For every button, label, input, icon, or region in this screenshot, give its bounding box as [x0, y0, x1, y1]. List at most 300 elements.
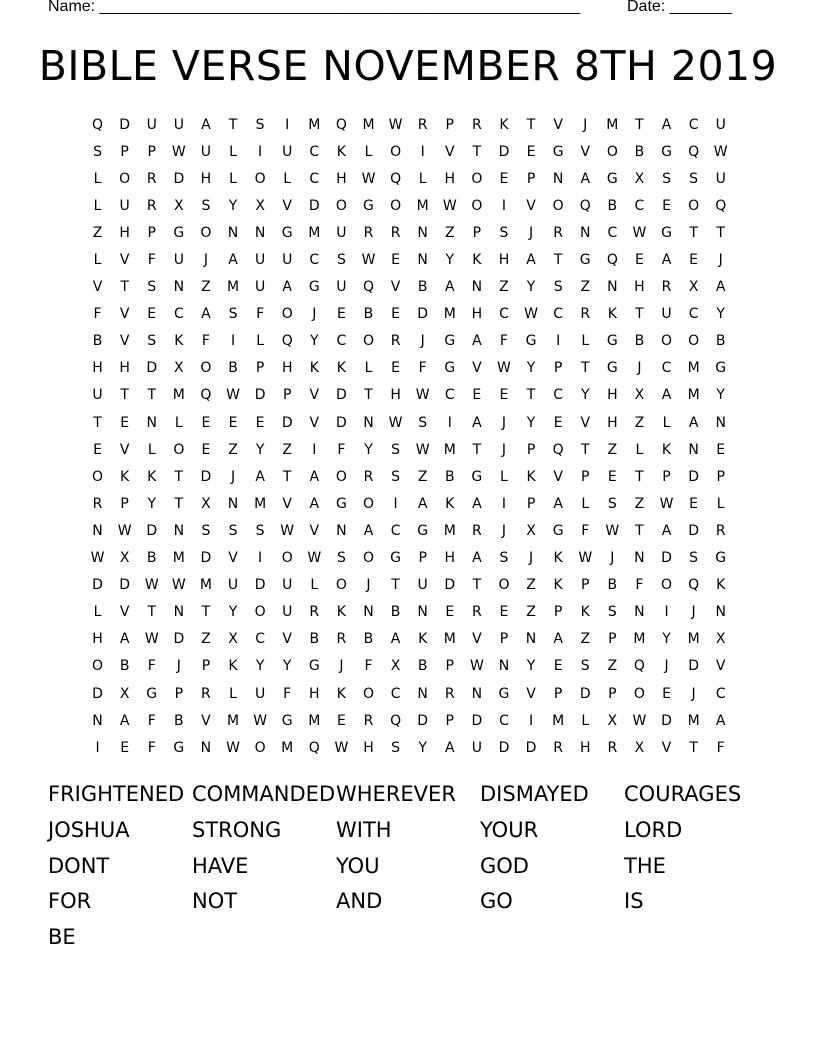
grid-letter: J [691, 685, 696, 702]
word-list-item: FRIGHTENED [48, 782, 185, 806]
grid-letter: M [172, 387, 185, 404]
grid-letter: Y [580, 387, 590, 404]
grid-letter: X [174, 197, 184, 214]
grid-letter: T [147, 387, 157, 404]
grid-letter: C [553, 387, 564, 404]
grid-letter: W [415, 441, 430, 458]
grid-letter: O [200, 360, 212, 377]
grid-letter: W [388, 414, 403, 431]
grid-letter: K [309, 360, 319, 377]
grid-letter: A [472, 414, 482, 431]
grid-letter: Y [716, 306, 725, 323]
grid-letter: Y [526, 279, 536, 296]
grid-letter: U [282, 604, 293, 621]
grid-letter: M [226, 712, 240, 729]
grid-letter: Z [444, 224, 455, 241]
grid-letter: N [173, 522, 185, 539]
grid-letter: E [689, 252, 699, 269]
grid-letter: J [583, 116, 588, 133]
grid-letter: G [498, 685, 510, 702]
word-list-item: NOT [192, 889, 238, 914]
grid-letter: Z [580, 279, 591, 296]
word-list-item: HAVE [192, 853, 249, 878]
grid-letter: L [93, 252, 102, 269]
grid-letter: E [120, 739, 130, 756]
grid-letter: F [147, 739, 156, 756]
grid-letter: F [499, 333, 508, 350]
grid-letter: M [552, 712, 565, 729]
grid-letter: K [336, 143, 346, 160]
grid-letter: P [255, 360, 265, 377]
grid-letter: O [390, 197, 402, 214]
grid-letter: M [687, 360, 700, 377]
grid-letter: U [200, 143, 212, 160]
grid-letter: G [281, 224, 293, 241]
grid-letter: R [471, 604, 482, 621]
grid-letter: T [472, 577, 482, 594]
grid-letter: M [416, 197, 429, 214]
grid-letter: J [691, 604, 696, 621]
word-list-item: LORD [624, 817, 683, 842]
grid-letter: E [553, 414, 563, 431]
grid-letter: Q [335, 116, 347, 133]
grid-letter: V [282, 631, 292, 648]
grid-letter: S [228, 306, 238, 323]
grid-letter: B [119, 658, 130, 675]
grid-letter: I [447, 414, 452, 431]
grid-letter: E [634, 252, 644, 269]
grid-letter: E [147, 306, 157, 323]
grid-letter: K [147, 468, 157, 485]
grid-letter: E [689, 495, 699, 512]
grid-letter: P [174, 685, 184, 702]
grid-letter: A [201, 306, 211, 323]
grid-letter: P [526, 441, 536, 458]
grid-letter: C [499, 306, 509, 323]
grid-letter: C [688, 306, 699, 323]
grid-letter: T [472, 143, 482, 160]
grid-letter: M [687, 631, 700, 648]
grid-letter: N [715, 604, 726, 621]
grid-letter: T [93, 414, 102, 431]
grid-letter: S [147, 333, 157, 350]
grid-letter: V [119, 306, 130, 323]
grid-letter: C [255, 631, 265, 648]
grid-letter: A [553, 495, 563, 512]
grid-letter: K [228, 658, 238, 675]
grid-letter: P [608, 685, 617, 702]
grid-letter: A [526, 252, 536, 269]
grid-letter: O [471, 170, 483, 187]
grid-letter: H [607, 414, 618, 431]
grid-letter: Q [308, 739, 320, 756]
grid-letter: U [336, 224, 347, 241]
grid-letter: L [229, 143, 237, 160]
grid-letter: A [119, 712, 130, 729]
grid-letter: W [171, 143, 186, 160]
grid-letter: R [201, 685, 211, 702]
word-list [48, 779, 768, 958]
grid-letter: F [201, 333, 210, 350]
grid-letter: J [610, 550, 615, 567]
grid-letter: C [309, 143, 320, 160]
grid-letter: R [553, 224, 563, 241]
grid-letter: G [661, 143, 672, 160]
word-list-item: YOUR [480, 817, 539, 842]
grid-letter: D [173, 631, 185, 648]
grid-letter: A [390, 631, 401, 648]
grid-letter: Q [92, 116, 104, 133]
grid-letter: A [472, 495, 482, 512]
grid-letter: S [228, 522, 238, 539]
grid-letter: R [661, 279, 672, 296]
grid-letter: R [390, 333, 401, 350]
grid-letter: G [552, 522, 564, 539]
grid-letter: E [391, 306, 400, 323]
grid-letter: Y [716, 387, 725, 404]
grid-letter: M [172, 550, 185, 567]
grid-letter: T [472, 441, 482, 458]
grid-letter: D [498, 739, 510, 756]
grid-letter: N [92, 712, 103, 729]
grid-letter: N [417, 252, 428, 269]
grid-letter: S [93, 143, 102, 160]
grid-letter: E [391, 252, 400, 269]
word-list-item: GOD [480, 853, 529, 878]
grid-letter: Q [688, 577, 700, 594]
grid-letter: A [228, 252, 238, 269]
grid-letter: W [497, 360, 511, 377]
grid-letter: N [579, 224, 591, 241]
grid-letter: V [472, 360, 482, 377]
grid-letter: W [280, 522, 295, 539]
grid-letter: T [201, 604, 211, 621]
grid-letter: U [92, 387, 103, 404]
grid-letter: U [336, 279, 347, 296]
grid-letter: R [336, 631, 347, 648]
grid-letter: T [120, 387, 129, 404]
grid-letter: T [174, 495, 184, 512]
grid-letter: V [119, 604, 130, 621]
grid-letter: H [92, 631, 103, 648]
grid-letter: W [578, 550, 593, 567]
grid-letter: G [444, 360, 456, 377]
grid-letter: D [119, 577, 131, 594]
grid-letter: Z [201, 279, 211, 296]
grid-letter: G [661, 224, 672, 241]
grid-letter: G [308, 279, 320, 296]
grid-letter: A [688, 414, 699, 431]
grid-letter: G [579, 252, 591, 269]
grid-letter: D [146, 360, 158, 377]
grid-letter: F [147, 712, 156, 729]
grid-letter: D [661, 712, 672, 729]
grid-letter: Z [634, 414, 645, 431]
grid-letter: Y [255, 658, 265, 675]
grid-letter: V [661, 739, 672, 756]
grid-letter: Z [526, 577, 536, 594]
grid-letter: S [662, 170, 671, 187]
grid-letter: Z [607, 441, 618, 458]
grid-letter: U [417, 577, 428, 594]
grid-letter: V [580, 143, 591, 160]
grid-letter: P [147, 143, 156, 160]
grid-letter: G [715, 550, 727, 567]
grid-letter: X [119, 685, 130, 702]
grid-letter: W [469, 658, 484, 675]
grid-letter: L [283, 170, 292, 187]
grid-letter: N [471, 685, 483, 702]
grid-letter: W [605, 522, 620, 539]
grid-letter: O [335, 468, 347, 485]
word-list-item: DISMAYED [480, 782, 589, 806]
grid-letter: E [445, 604, 455, 621]
grid-letter: S [391, 468, 401, 485]
grid-letter: G [606, 170, 618, 187]
grid-letter: J [176, 658, 181, 675]
word-list-item: FOR [48, 889, 92, 914]
grid-letter: U [282, 577, 293, 594]
grid-letter: C [444, 387, 455, 404]
grid-letter: B [417, 279, 428, 296]
grid-letter: V [228, 550, 238, 567]
grid-letter: J [339, 658, 344, 675]
grid-letter: Q [390, 170, 402, 187]
grid-letter: K [336, 604, 346, 621]
grid-letter: R [580, 306, 591, 323]
grid-letter: W [361, 252, 376, 269]
grid-letter: D [661, 550, 672, 567]
grid-letter: Y [147, 495, 157, 512]
grid-letter: Y [364, 441, 373, 458]
grid-letter: F [283, 685, 292, 702]
grid-letter: Y [445, 252, 455, 269]
grid-letter: T [364, 387, 373, 404]
grid-letter: H [390, 387, 401, 404]
grid-letter: N [336, 522, 347, 539]
grid-letter: C [688, 116, 699, 133]
grid-letter: N [227, 495, 239, 512]
grid-letter: M [633, 631, 646, 648]
grid-letter: B [417, 658, 428, 675]
grid-letter: X [119, 550, 130, 567]
grid-letter: I [312, 441, 317, 458]
grid-letter: H [119, 360, 130, 377]
grid-letter: R [363, 468, 374, 485]
grid-letter: V [553, 116, 563, 133]
grid-letter: D [579, 685, 591, 702]
grid-letter: K [526, 468, 536, 485]
grid-letter: S [607, 604, 617, 621]
grid-letter: F [364, 658, 373, 675]
grid-letter: A [661, 387, 672, 404]
grid-letter: O [335, 577, 347, 594]
grid-letter: U [715, 170, 726, 187]
grid-letter: P [120, 143, 129, 160]
grid-letter: T [716, 224, 725, 241]
grid-letter: Y [418, 739, 427, 756]
grid-letter: E [526, 143, 536, 160]
grid-letter: P [716, 468, 725, 485]
grid-letter: J [501, 441, 507, 458]
grid-letter: J [501, 522, 507, 539]
grid-letter: T [635, 116, 644, 133]
grid-letter: F [147, 658, 156, 675]
grid-letter: S [580, 658, 590, 675]
grid-letter: H [607, 387, 618, 404]
grid-letter: S [336, 252, 346, 269]
grid-letter: W [713, 143, 728, 160]
grid-letter: O [254, 739, 266, 756]
grid-letter: K [418, 631, 428, 648]
grid-letter: O [362, 333, 374, 350]
grid-letter: Q [281, 333, 293, 350]
grid-letter: P [445, 116, 454, 133]
grid-letter: M [606, 116, 619, 133]
grid-letter: V [526, 685, 536, 702]
grid-letter: H [471, 306, 483, 323]
word-list-item: COURAGES [624, 782, 742, 806]
grid-letter: Z [201, 631, 211, 648]
grid-letter: I [285, 116, 290, 133]
grid-letter: T [635, 306, 644, 323]
grid-letter: U [173, 252, 184, 269]
grid-letter: N [417, 604, 428, 621]
grid-letter: A [309, 468, 320, 485]
grid-letter: G [444, 333, 456, 350]
grid-letter: A [472, 550, 482, 567]
grid-letter: Z [282, 441, 292, 458]
grid-letter: C [390, 522, 401, 539]
grid-letter: F [93, 306, 102, 323]
grid-letter: S [255, 116, 265, 133]
grid-letter: C [607, 224, 618, 241]
grid-letter: S [255, 522, 265, 539]
grid-letter: J [312, 306, 317, 323]
grid-letter: T [553, 252, 563, 269]
grid-letter: U [661, 306, 672, 323]
word-list-item: IS [624, 889, 644, 914]
grid-letter: R [607, 739, 618, 756]
grid-letter: O [200, 224, 212, 241]
grid-letter: V [553, 468, 563, 485]
grid-letter: T [580, 360, 590, 377]
grid-letter: A [444, 739, 455, 756]
grid-letter: N [363, 604, 374, 621]
grid-letter: W [415, 387, 430, 404]
grid-letter: G [363, 197, 374, 214]
grid-letter: V [282, 495, 292, 512]
grid-letter: Q [715, 197, 727, 214]
grid-letter: J [664, 658, 669, 675]
grid-letter: I [528, 712, 534, 729]
grid-letter: V [201, 712, 211, 729]
grid-letter: V [526, 197, 536, 214]
grid-letter: D [119, 116, 131, 133]
grid-letter: G [552, 143, 564, 160]
grid-letter: E [472, 387, 482, 404]
grid-letter: K [580, 604, 590, 621]
grid-letter: D [688, 658, 699, 675]
grid-letter: I [393, 495, 398, 512]
grid-letter: T [282, 468, 292, 485]
grid-letter: X [715, 631, 726, 648]
grid-letter: O [498, 577, 510, 594]
grid-letter: B [634, 333, 645, 350]
grid-letter: O [92, 468, 104, 485]
grid-letter: C [309, 170, 320, 187]
grid-letter: T [635, 468, 644, 485]
grid-letter: D [200, 468, 212, 485]
grid-letter: X [688, 279, 699, 296]
grid-letter: T [147, 604, 157, 621]
grid-letter: S [689, 550, 699, 567]
grid-letter: S [391, 441, 401, 458]
grid-letter: G [715, 360, 727, 377]
grid-letter: N [498, 658, 510, 675]
grid-letter: O [633, 685, 645, 702]
grid-letter: K [445, 495, 455, 512]
grid-letter: D [254, 577, 266, 594]
grid-letter: G [173, 739, 185, 756]
grid-letter: P [526, 495, 536, 512]
grid-letter: F [337, 441, 346, 458]
grid-letter: O [362, 685, 374, 702]
grid-letter: M [308, 712, 321, 729]
grid-letter: E [499, 387, 509, 404]
grid-letter: P [662, 468, 671, 485]
grid-letter: J [230, 468, 236, 485]
grid-letter: O [606, 143, 618, 160]
grid-letter: L [716, 495, 725, 512]
grid-letter: O [661, 577, 673, 594]
grid-letter: B [607, 197, 618, 214]
grid-letter: S [336, 550, 346, 567]
word-list-item: AND [336, 889, 383, 914]
grid-letter: N [634, 604, 645, 621]
grid-letter: R [417, 116, 428, 133]
grid-letter: B [363, 631, 374, 648]
grid-letter: J [718, 252, 723, 269]
grid-letter: E [336, 306, 346, 323]
grid-letter: W [334, 739, 349, 756]
grid-letter: U [146, 116, 157, 133]
grid-letter: K [120, 468, 130, 485]
grid-letter: K [716, 577, 726, 594]
grid-letter: M [687, 387, 700, 404]
grid-letter: P [445, 712, 454, 729]
grid-letter: W [144, 577, 159, 594]
grid-letter: O [92, 658, 104, 675]
grid-letter: C [390, 685, 401, 702]
grid-letter: B [390, 604, 401, 621]
grid-letter: E [499, 604, 509, 621]
grid-letter: G [525, 333, 537, 350]
grid-letter: I [501, 495, 507, 512]
grid-letter: C [499, 712, 509, 729]
grid-letter: A [715, 279, 726, 296]
grid-letter: O [173, 441, 185, 458]
grid-letter: X [634, 170, 645, 187]
grid-letter: V [309, 414, 320, 431]
grid-letter: F [418, 360, 427, 377]
grid-letter: W [659, 495, 674, 512]
grid-letter: L [310, 577, 319, 594]
grid-letter: E [255, 414, 265, 431]
grid-letter: X [201, 495, 211, 512]
grid-letter: P [553, 685, 563, 702]
grid-letter: H [363, 739, 374, 756]
